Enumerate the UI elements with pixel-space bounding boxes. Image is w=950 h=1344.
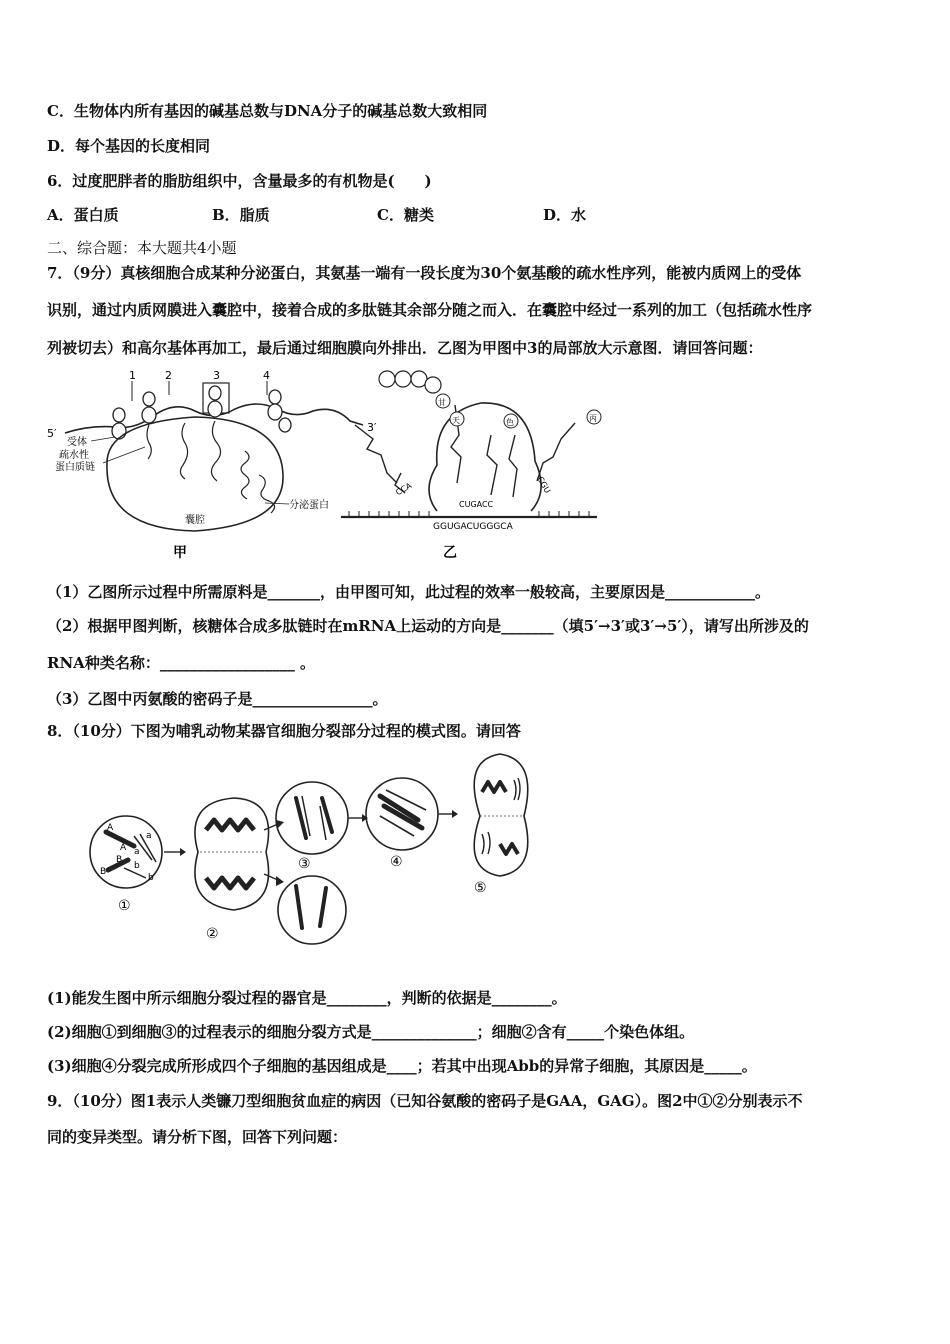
q7-sub-2a: （2）根据甲图判断，核糖体合成多肽链时在mRNA上运动的方向是_______（填5′→3′或3′→5′），请写出所涉及的 bbox=[47, 617, 809, 635]
num-3: 3 bbox=[213, 369, 220, 382]
cell-2 bbox=[195, 798, 269, 910]
section-heading: 二、综合题：本大题共4小题 bbox=[47, 239, 237, 257]
caption-yi: 乙 bbox=[443, 545, 457, 561]
question-6: 6．过度肥胖者的脂肪组织中，含量最多的有机物是( ) bbox=[47, 172, 432, 190]
er-lumen bbox=[107, 417, 283, 531]
figure-cell-division bbox=[88, 750, 538, 946]
label-hydro-1: 疏水性 bbox=[59, 450, 89, 461]
q7-line-3: 列被切去）和高尔基体再加工，最后通过细胞膜向外排出．乙图为甲图中3的局部放大示意图．请回答问题： bbox=[47, 339, 763, 357]
gene-A1: A bbox=[107, 823, 114, 833]
gene-a1: a bbox=[146, 831, 152, 841]
q7-line-1: 7．（9分）真核细胞合成某种分泌蛋白，其氨基一端有一段长度为30个氨基酸的疏水性序列，能被内质网上的受体 bbox=[47, 264, 802, 282]
cell-5 bbox=[474, 754, 528, 876]
q7-sub-2b: RNA种类名称：__________________ 。 bbox=[47, 654, 316, 672]
caption-jia: 甲 bbox=[173, 545, 187, 561]
ribosomes bbox=[112, 386, 291, 439]
question-8: 8．（10分）下图为哺乳动物某器官细胞分裂部分过程的模式图。请回答 bbox=[47, 722, 521, 740]
q8-sub-1: (1)能发生图中所示细胞分裂过程的器官是________，判断的依据是________。 bbox=[47, 989, 567, 1007]
anticodon-2: CUGACC bbox=[459, 500, 494, 509]
label-4: ④ bbox=[390, 854, 403, 870]
label-3: ③ bbox=[298, 856, 311, 872]
end-5: 5′ bbox=[47, 427, 57, 440]
q9-line-2: 同的变异类型。请分析下图，回答下列问题： bbox=[47, 1128, 348, 1146]
q7-sub-1: （1）乙图所示过程中所需原料是_______，由甲图可知，此过程的效率一般较高，主要原因是____________。 bbox=[47, 583, 770, 601]
amino-acid-chain bbox=[379, 371, 441, 393]
q6-option-d: D．水 bbox=[543, 206, 587, 224]
q6-option-a: A．蛋白质 bbox=[47, 206, 119, 224]
mrna-sequence: GGUGACUGGGCA bbox=[433, 522, 513, 532]
q7-sub-3: （3）乙图中丙氨酸的密码子是________________。 bbox=[47, 690, 388, 708]
label-5: ⑤ bbox=[474, 880, 487, 896]
anticodon-1: CCA bbox=[394, 481, 414, 498]
gene-b1: b bbox=[134, 861, 140, 871]
figure-jia-yi bbox=[45, 365, 603, 563]
cell-3b bbox=[278, 876, 346, 944]
aa-ala: 丙 bbox=[589, 414, 597, 423]
label-1: ① bbox=[118, 898, 131, 914]
option-c: C．生物体内所有基因的碱基总数与DNA分子的碱基总数大致相同 bbox=[47, 102, 488, 120]
q8-sub-3: (3)细胞④分裂完成所形成四个子细胞的基因组成是____；若其中出现Abb的异常子细胞，其原因是_____。 bbox=[47, 1057, 757, 1075]
num-2: 2 bbox=[165, 369, 172, 382]
anticodon-3: CGU bbox=[535, 475, 553, 495]
gene-B2: B bbox=[100, 867, 107, 877]
aa-trp: 色 bbox=[506, 418, 514, 427]
option-d: D．每个基因的长度相同 bbox=[47, 137, 211, 155]
q7-line-2: 识别，通过内质网膜进入囊腔中，接着合成的多肽链其余部分随之而入．在囊腔中经过一系列的加工（包括疏水性序 bbox=[47, 301, 813, 319]
aa-gly: 甘 bbox=[438, 398, 446, 407]
aa-asp: 天 bbox=[452, 416, 460, 425]
gene-a2: a bbox=[134, 847, 140, 857]
label-secrete: 分泌蛋白 bbox=[289, 500, 329, 511]
num-1: 1 bbox=[129, 369, 136, 382]
ribosome-yi bbox=[429, 403, 541, 511]
gene-b2: b bbox=[148, 873, 154, 883]
gene-B1: B bbox=[116, 855, 123, 865]
q6-option-b: B．脂质 bbox=[212, 206, 270, 224]
cell-3 bbox=[276, 782, 348, 854]
gene-A2: A bbox=[120, 843, 127, 853]
label-2: ② bbox=[206, 926, 219, 942]
q9-line-1: 9．（10分）图1表示人类镰刀型细胞贫血症的病因（已知谷氨酸的密码子是GAA，GAG）。图2中①②分别表示不 bbox=[47, 1092, 803, 1110]
num-4: 4 bbox=[263, 369, 270, 382]
label-hydro-2: 蛋白质链 bbox=[55, 462, 95, 473]
q8-sub-2: (2)细胞①到细胞③的过程表示的细胞分裂方式是______________；细胞②含有_____个染色体组。 bbox=[47, 1023, 695, 1041]
label-lumen: 囊腔 bbox=[185, 515, 205, 526]
label-receptor: 受体 bbox=[67, 437, 87, 448]
q6-option-c: C．糖类 bbox=[377, 206, 434, 224]
end-3: 3′ bbox=[367, 421, 377, 434]
